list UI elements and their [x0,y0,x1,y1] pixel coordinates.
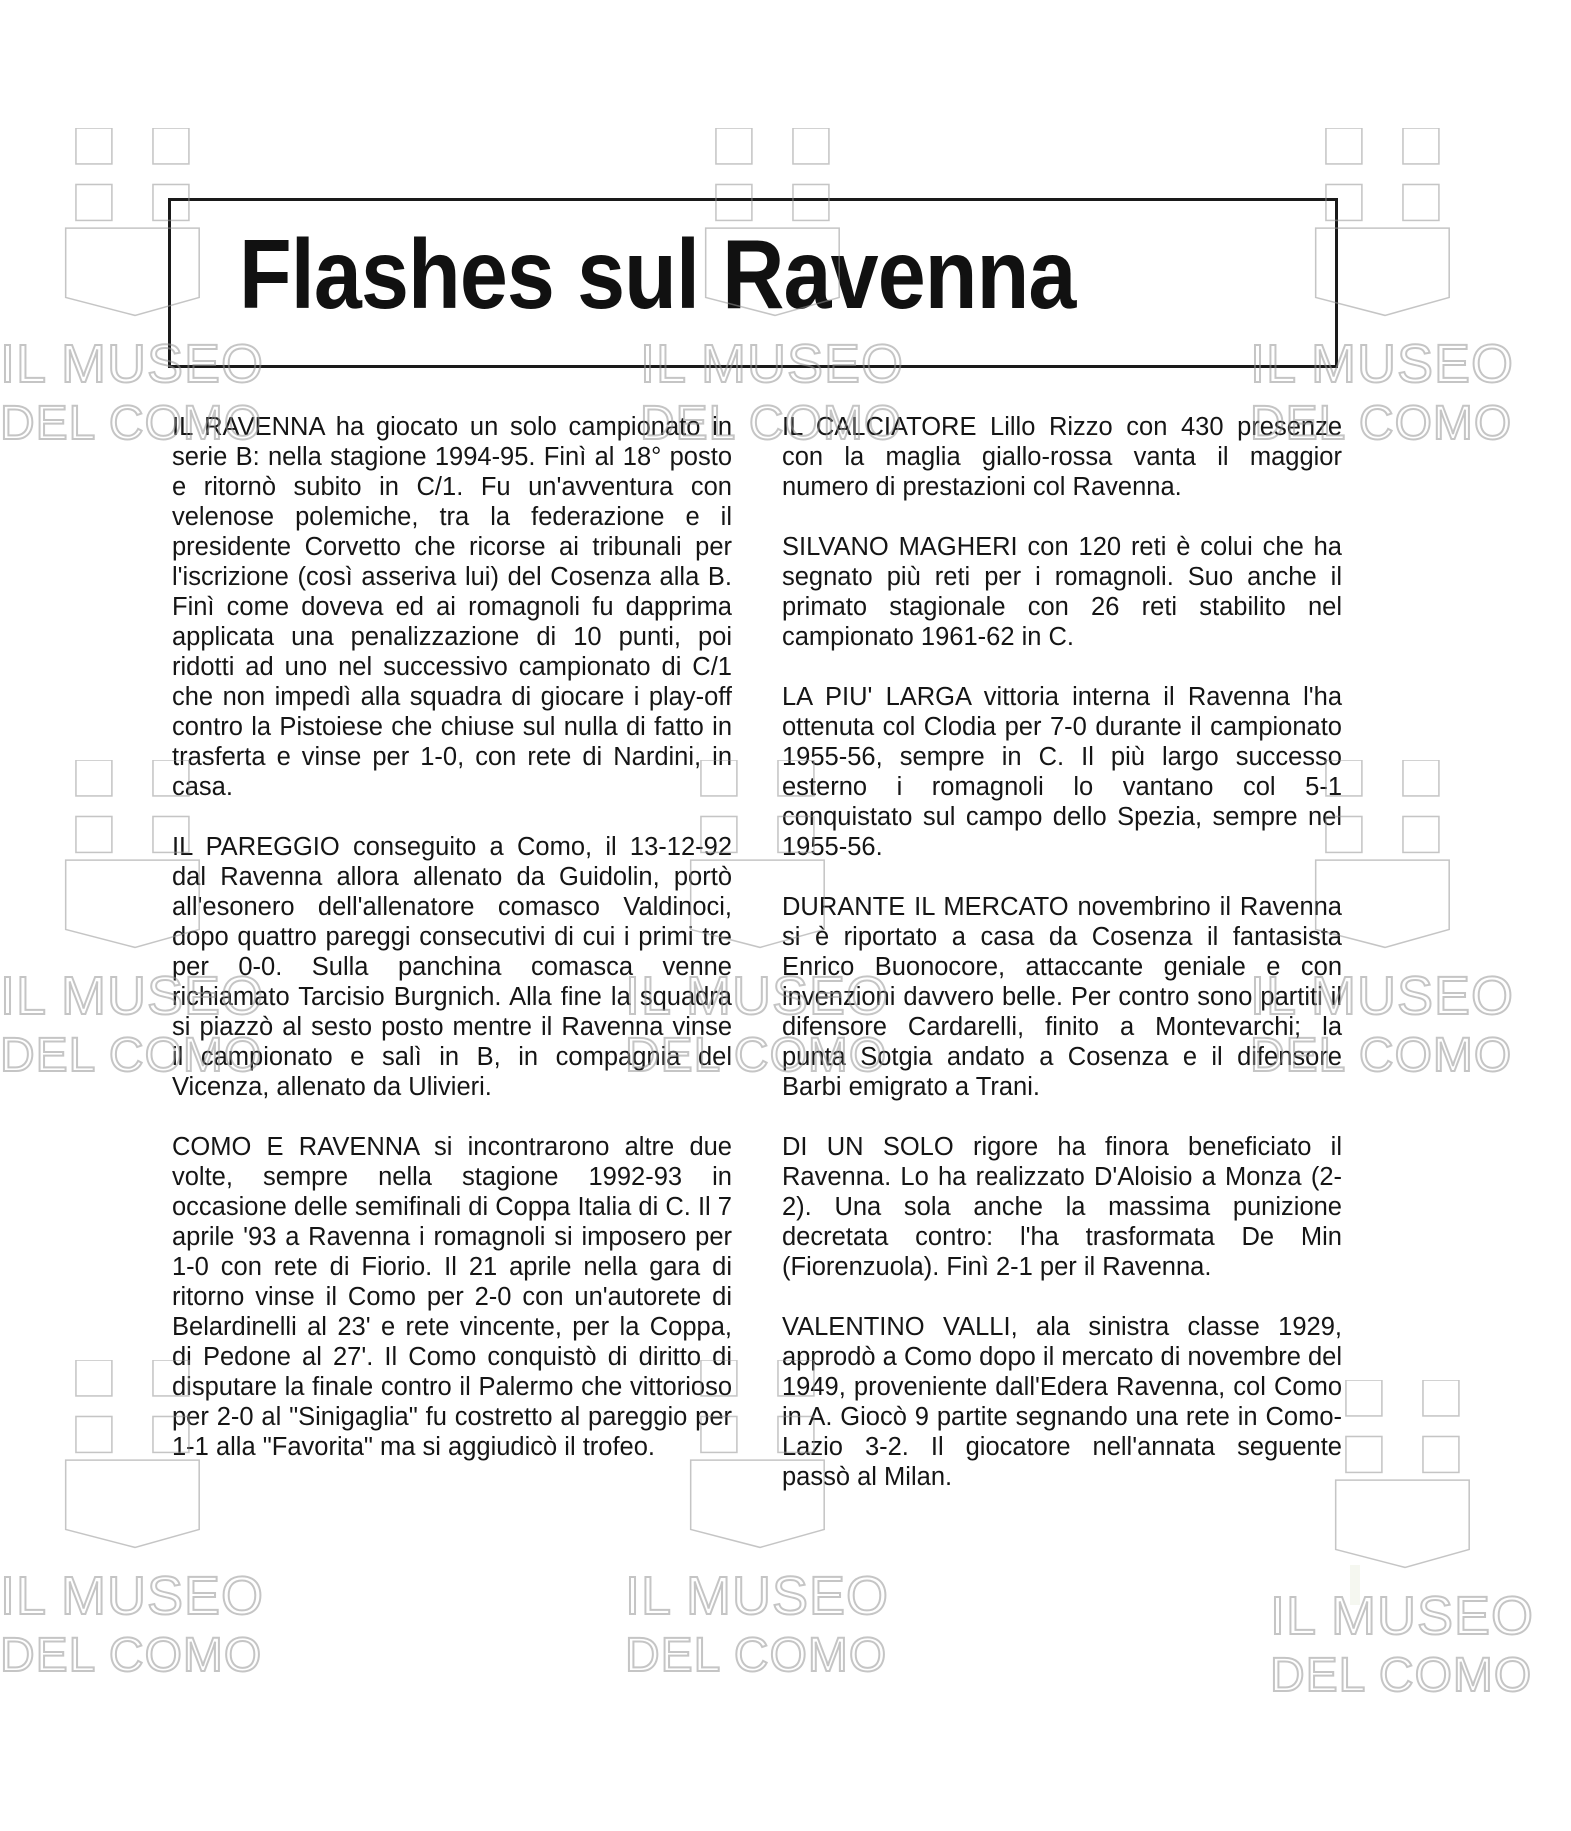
left-column [172,412,732,1492]
watermark-line1: IL [0,334,46,394]
headline-box [168,198,1338,368]
watermark-line2: DEL [0,1629,95,1682]
paragraph-calciatore: IL CALCIATORE Lillo Rizzo con 430 presenze con la maglia giallo-rossa vanta il maggior numero di prestazioni col Ravenna. [782,413,1342,501]
watermark-line1: IL MUSEO [1270,1586,1535,1646]
watermark-line2: DEL [0,397,95,450]
watermark-line2: DEL COMO [1250,397,1513,450]
watermark-line2: DEL COMO [1250,1029,1513,1082]
paragraph-pareggio: IL PAREGGIO conseguito a Como, il 13-12-92 dal Ravenna allora allenato da Guidolin, portò all'esonero dell'allenatore comasco Valdinoci, dopo quattro pareggi consecutivi di cui i primi tre per 0-0. Sulla panchina comasca venne richiamato Tarcisio Burgnich. Alla fine la squadra si piazzò al sesto posto mentre il Ravenna vinse il campionato e salì in B, in compagnia del Vicenza, allenato da Ulivieri. [172,833,732,1101]
paragraph-mercato: DURANTE IL MERCATO novembrino il Ravenna si è riportato a casa da Cosenza il fantasista Enrico Buonocore, attaccante geniale e con invenzioni davvero belle. Per contro sono partiti il difensore Cardarelli, finito a Montevarchi; la punta Sotgia andato a Cosenza e il difensore Barbi emigrato a Trani. [782,893,1342,1101]
watermark-line1: IL [0,966,46,1026]
watermark-line2: DEL COMO [1270,1649,1533,1702]
paragraph-coppa-italia: COMO E RAVENNA si incontrarono altre due volte, sempre nella stagione 1992-93 in occasione delle semifinali di Coppa Italia di C. Il 7 aprile '93 a Ravenna i romagnoli si imposero per 1-0 con rete di Fiorio. Il 21 aprile nella gara di ritorno vinse il Como per 2-0 con un'autorete di Belardinelli al 23' e rete vincente, per la Coppa, di Pedone al 27'. Il Como conquistò di diritto di disputare la finale contro il Palermo che vittorioso per 2-0 al "Sinigaglia" fu costretto al pareggio per 1-1 alla "Favorita" ma si aggiudicò il trofeo. [172,1133,732,1461]
headline: Flashes sul Ravenna [239,219,1076,329]
watermark-line2: DEL [0,1029,95,1082]
paragraph-magheri: SILVANO MAGHERI con 120 reti è colui che ha segnato più reti per i romagnoli. Suo anche il primato stagionale con 26 reti stabilito nel campionato 1961-62 in C. [782,533,1342,651]
paragraph-rigore: DI UN SOLO rigore ha finora beneficiato il Ravenna. Lo ha realizzato D'Aloisio a Monza (2-2). Una sola anche la massima punizione decretata contro: l'ha trasformata De Min (Fiorenzuola). Finì 2-1 per il Ravenna. [782,1133,1342,1281]
right-column [782,412,1342,1522]
paragraph-ravenna-serie-b: IL RAVENNA ha giocato un solo campionato in serie B: nella stagione 1994-95. Finì al 18° posto e ritornò subito in C/1. Fu un'avventura con velenose polemiche, tra la federazione e il presidente Corvetto che ricorse ai tribunali per l'iscrizione (così asseriva lui) del Cosenza alla B. Finì come doveva ed ai romagnoli fu dapprima applicata una penalizzazione di 10 punti, poi ridotti ad uno nel successivo campionato di C/1 che non impedì alla squadra di giocare i play-off contro la Pistoiese che chiuse sul nulla di fatto in trasferta e vinse per 1-0, con rete di Nardini, in casa. [172,413,732,801]
watermark-line1: IL MUSEO [1250,966,1515,1026]
paragraph-valli: VALENTINO VALLI, ala sinistra classe 1929, approdò a Como dopo il mercato di novembre del 1949, proveniente dall'Edera Ravenna, col Como in A. Giocò 9 partite segnando una rete in Como-Lazio 3-2. Il giocatore nell'annata seguente passò al Milan. [782,1313,1342,1491]
watermark-line1: IL MUSEO [1250,334,1515,394]
watermark-line1: IL [0,1566,46,1626]
paragraph-larga-vittoria: LA PIU' LARGA vittoria interna il Ravenna l'ha ottenuta col Clodia per 7-0 durante il campionato 1955-56, sempre in C. Il più largo successo esterno i romagnoli lo vantano col 5-1 conquistato sul campo dello Spezia, sempre nel 1955-56. [782,683,1342,861]
